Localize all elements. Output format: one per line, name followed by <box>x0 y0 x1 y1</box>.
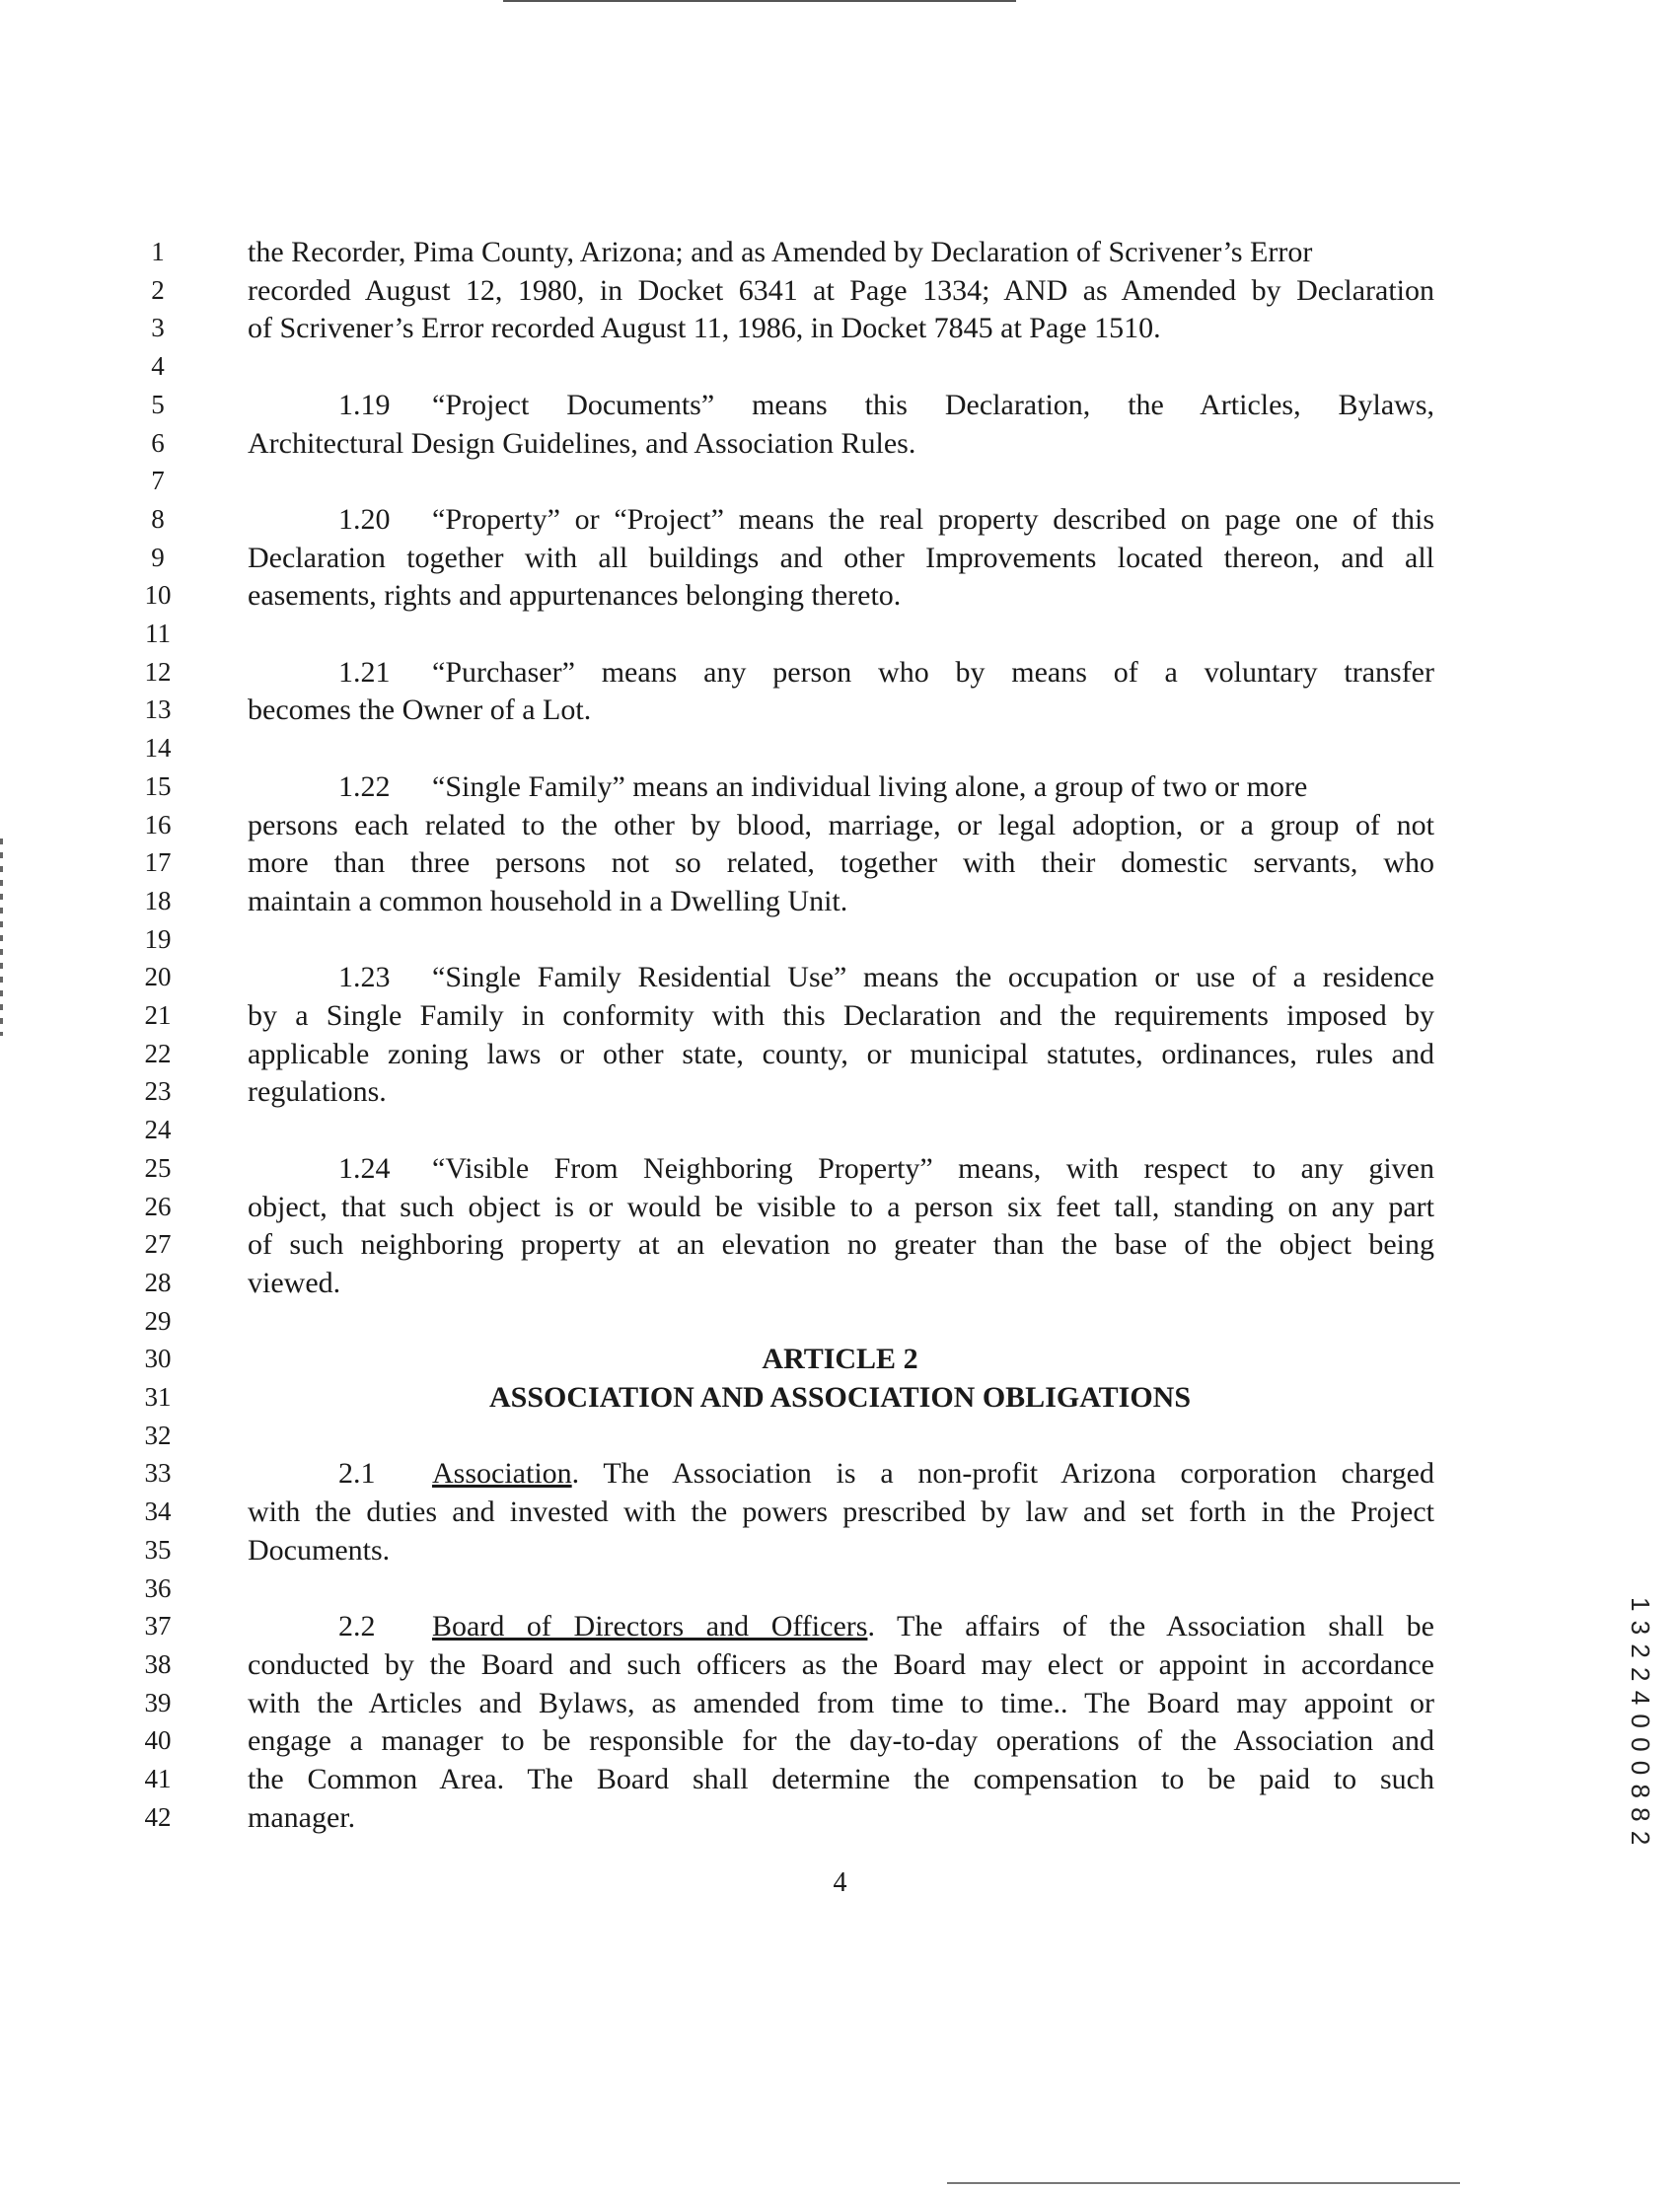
line-text <box>248 386 1434 424</box>
line-text <box>248 653 1434 692</box>
line-number: 27 <box>144 1229 172 1260</box>
line-number: 28 <box>144 1267 172 1297</box>
line-number: 2 <box>151 274 165 305</box>
line-text: with the Articles and Bylaws, as amended from time to time.. The Board may appoint or <box>248 1686 1434 1719</box>
document-line <box>0 1798 1680 1837</box>
document-line <box>0 271 1680 310</box>
line-number: 24 <box>144 1115 172 1145</box>
line-text: of Scrivener’s Error recorded August 11, 1986, in Docket 7845 at Page 1510. <box>248 312 1161 345</box>
line-text: with the duties and invested with the powers prescribed by law and set forth in the Project <box>248 1496 1434 1529</box>
page-number: 4 <box>833 1867 847 1898</box>
line-text: object, that such object is or would be visible to a person six feet tall, standing on any part <box>248 1190 1434 1223</box>
line-number: 10 <box>144 580 172 611</box>
recording-stamp <box>1606 1593 1655 1847</box>
line-number: 4 <box>151 351 165 382</box>
document-line <box>0 1684 1680 1722</box>
line-text: Architectural Design Guidelines, and Association Rules. <box>248 426 916 460</box>
line-number: 31 <box>144 1382 172 1412</box>
line-text: conducted by the Board and such officers as the Board may elect or appoint in accordance <box>248 1647 1434 1681</box>
line-text: persons each related to the other by blood, marriage, or legal adoption, or a group of not <box>248 808 1434 841</box>
document-line <box>0 996 1680 1035</box>
article-heading: ARTICLE 2 <box>762 1343 918 1376</box>
document-line <box>0 729 1680 767</box>
document-line <box>0 1072 1680 1111</box>
document-line <box>0 1340 1680 1378</box>
line-text: Documents. <box>248 1533 391 1567</box>
line-number: 17 <box>144 847 172 878</box>
line-number: 18 <box>144 885 172 915</box>
line-text <box>248 500 1434 539</box>
line-text: viewed. <box>248 1266 341 1299</box>
document-line <box>0 539 1680 577</box>
section-title: Association <box>432 1457 572 1491</box>
line-number: 11 <box>145 619 171 648</box>
line-number: 22 <box>144 1038 172 1068</box>
line-number: 20 <box>144 962 172 992</box>
line-number: 6 <box>151 427 165 458</box>
document-line <box>0 653 1680 692</box>
section-number: 1.23 <box>338 961 391 994</box>
document-line <box>0 1531 1680 1569</box>
section-title: Board of Directors and Officers <box>432 1610 868 1643</box>
line-number: 39 <box>144 1687 172 1717</box>
line-text <box>248 767 1434 806</box>
line-number: 15 <box>144 770 172 801</box>
line-text: the Recorder, Pima County, Arizona; and as Amended by Declaration of Scrivener’s Error <box>248 236 1313 268</box>
document-line <box>0 424 1680 463</box>
line-number: 38 <box>144 1648 172 1679</box>
line-number: 26 <box>144 1191 172 1221</box>
section-text: “Single Family Residential Use” means the occupation or use of a residence <box>432 961 1434 994</box>
section-number: 1.24 <box>338 1151 391 1185</box>
document-line <box>0 691 1680 729</box>
line-text: maintain a common household in a Dwelling Unit. <box>248 884 848 917</box>
line-number: 35 <box>144 1534 172 1565</box>
line-text: Declaration together with all buildings and other Improvements located thereon, and all <box>248 541 1434 574</box>
section-text: “Purchaser” means any person who by means of a voluntary transfer <box>432 655 1434 689</box>
document-line <box>0 576 1680 615</box>
line-text: engage a manager to be responsible for the day-to-day operations of the Association and <box>248 1724 1434 1758</box>
line-number: 21 <box>144 1000 172 1030</box>
document-line <box>0 462 1680 500</box>
line-number: 36 <box>144 1572 172 1603</box>
section-number: 1.19 <box>338 388 391 421</box>
section-number: 1.20 <box>338 502 391 536</box>
document-line <box>0 1454 1680 1493</box>
document-line <box>0 920 1680 959</box>
section-number: 1.21 <box>338 655 391 689</box>
line-text: recorded August 12, 1980, in Docket 6341 at Page 1334; AND as Amended by Declaration <box>248 273 1434 307</box>
line-number: 41 <box>144 1764 172 1793</box>
line-text: manager. <box>248 1800 356 1834</box>
line-text: becomes the Owner of a Lot. <box>248 693 592 727</box>
line-number: 40 <box>144 1725 172 1756</box>
section-number: 2.1 <box>338 1457 376 1491</box>
document-line <box>0 1378 1680 1417</box>
document-line <box>0 1225 1680 1264</box>
section-text: “Visible From Neighboring Property” means, with respect to any given <box>432 1151 1434 1185</box>
line-number: 25 <box>144 1152 172 1183</box>
document-line <box>0 1035 1680 1073</box>
line-text <box>248 1149 1434 1188</box>
line-number: 19 <box>144 923 172 954</box>
line-text <box>248 1454 1434 1493</box>
line-number: 33 <box>144 1458 172 1489</box>
line-number: 9 <box>151 542 165 572</box>
section-text: . The Association is a non-profit Arizona corporation charged <box>571 1457 1434 1491</box>
line-number: 42 <box>144 1801 172 1832</box>
scan-artifact-bottom <box>947 2182 1460 2184</box>
line-number: 13 <box>144 694 172 725</box>
line-text: applicable zoning laws or other state, county, or municipal statutes, ordinances, rules and <box>248 1037 1434 1070</box>
line-text: by a Single Family in conformity with this Declaration and the requirements imposed by <box>248 999 1434 1032</box>
line-text: of such neighboring property at an elevation no greater than the base of the object being <box>248 1228 1434 1262</box>
line-text: the Common Area. The Board shall determine the compensation to be paid to such <box>248 1763 1434 1795</box>
document-line <box>0 882 1680 920</box>
document-line <box>0 1264 1680 1302</box>
line-number: 3 <box>151 313 165 343</box>
section-number: 2.2 <box>338 1610 376 1643</box>
line-text: regulations. <box>248 1075 387 1109</box>
document-line <box>0 615 1680 653</box>
section-text: “Single Family” means an individual living alone, a group of two or more <box>432 769 1308 803</box>
document-line <box>0 309 1680 347</box>
document-line <box>0 233 1680 271</box>
document-line <box>0 958 1680 996</box>
line-text: easements, rights and appurtenances belonging thereto. <box>248 579 902 613</box>
line-number: 12 <box>144 656 172 687</box>
line-number: 7 <box>151 466 165 496</box>
article-heading: ASSOCIATION AND ASSOCIATION OBLIGATIONS <box>488 1381 1192 1414</box>
section-text: “Project Documents” means this Declaration, the Articles, Bylaws, <box>432 388 1434 421</box>
line-number: 1 <box>151 237 165 266</box>
document-line <box>0 386 1680 424</box>
document-line <box>0 1721 1680 1760</box>
document-line <box>0 843 1680 882</box>
line-number: 34 <box>144 1496 172 1527</box>
document-line <box>0 1760 1680 1798</box>
document-line <box>0 1111 1680 1149</box>
line-number: 32 <box>144 1420 172 1450</box>
line-number: 30 <box>144 1344 172 1374</box>
line-number: 37 <box>144 1611 172 1642</box>
document-line <box>0 1188 1680 1226</box>
recording-stamp-text: 1 3 2 2 4 0 0 0 8 8 2 <box>1626 1597 1655 1847</box>
document-line <box>0 1302 1680 1341</box>
line-text <box>248 1607 1434 1645</box>
document-line <box>0 806 1680 844</box>
document-line <box>0 1493 1680 1531</box>
line-number: 8 <box>151 503 165 534</box>
document-line <box>0 347 1680 386</box>
line-number: 23 <box>144 1076 172 1107</box>
document-line <box>0 1417 1680 1455</box>
section-number: 1.22 <box>338 769 391 803</box>
document-line <box>0 1569 1680 1608</box>
scan-artifact-top <box>503 0 1016 2</box>
line-number: 16 <box>144 809 172 839</box>
line-text: more than three persons not so related, together with their domestic servants, who <box>248 846 1434 880</box>
document-line <box>0 1149 1680 1188</box>
section-text: “Property” or “Project” means the real property described on page one of this <box>432 502 1434 536</box>
line-number: 5 <box>151 389 165 419</box>
line-text <box>248 958 1434 996</box>
line-number: 14 <box>144 733 172 764</box>
document-line <box>0 767 1680 806</box>
document-line <box>0 1645 1680 1684</box>
document-line <box>0 500 1680 539</box>
section-text: . The affairs of the Association shall be <box>867 1610 1435 1643</box>
document-line <box>0 1607 1680 1645</box>
line-number: 29 <box>144 1305 172 1336</box>
